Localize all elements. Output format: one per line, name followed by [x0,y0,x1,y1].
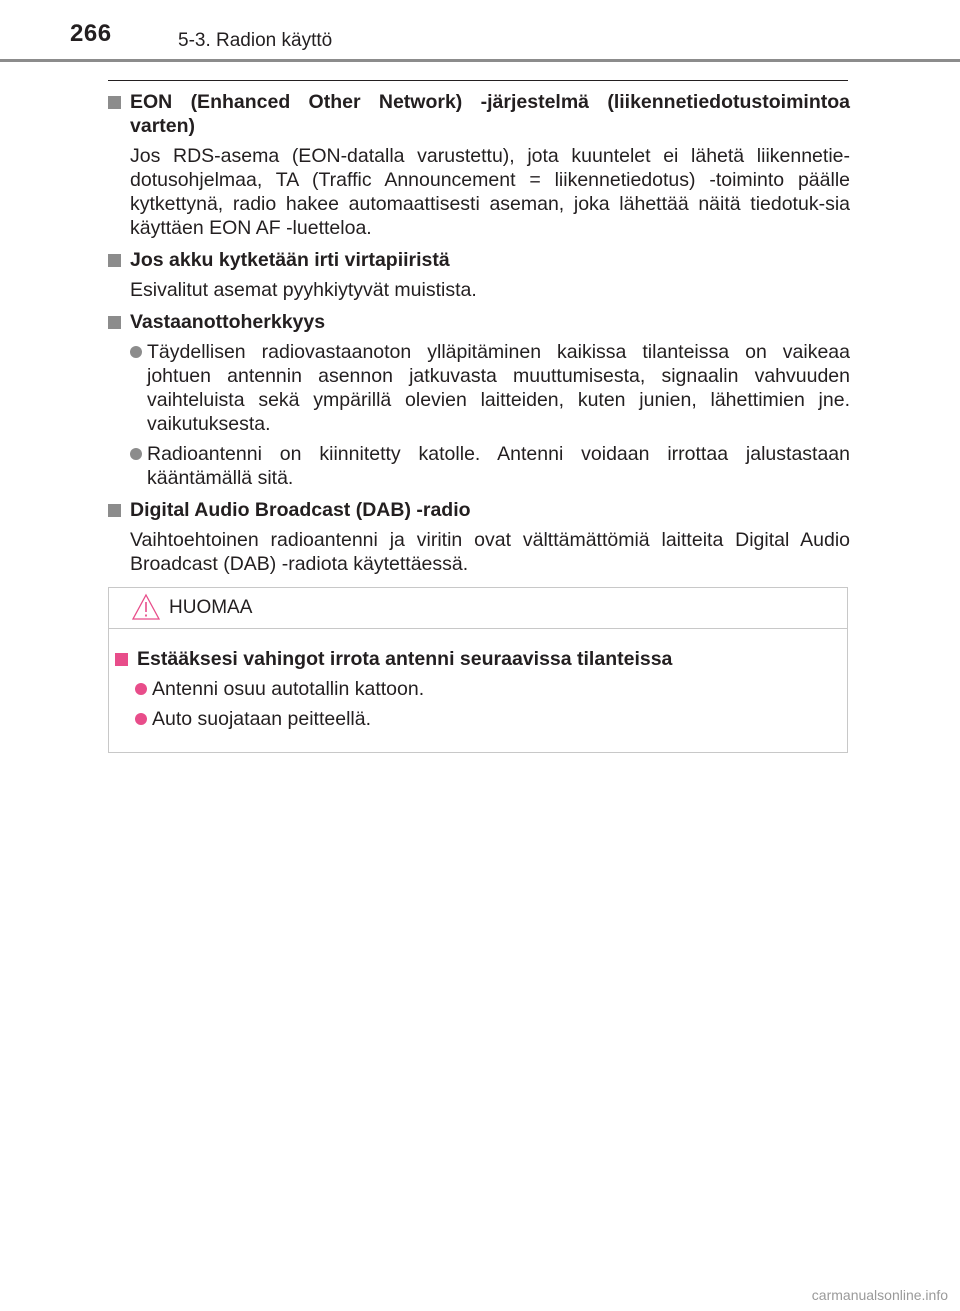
section-text: Vaihtoehtoinen radioantenni ja viritin ovat välttämättömiä laitteita Digital Audio Broadcast (DAB) -radiota käytettäessä. [130,529,850,575]
section-text: Jos RDS-asema (EON-datalla varustettu), jota kuuntelet ei lähetä liikennetie-dotusohjelmaa, TA (Traffic Announcement = liikennetiedotus) -toiminto päälle kytkettynä, radio hakee automaattisesti aseman, joka lähettää näitä tiedotuk-sia käyttäen EON AF -luetteloa. [130,145,850,239]
circle-bullet-icon [130,448,142,460]
notice-header [109,588,847,629]
square-bullet-icon [115,653,128,666]
list-item: Antenni osuu autotallin kattoon. [135,677,847,701]
circle-bullet-icon [130,346,142,358]
section-title: 5-3. Radion käyttö [178,30,333,51]
notice-label: HUOMAA [169,597,253,618]
content [108,90,850,584]
page-header [0,0,960,62]
section-heading: Vastaanottoherkkyys [130,311,326,333]
section-battery [108,248,850,302]
section-heading: Digital Audio Broadcast (DAB) -radio [130,499,471,521]
square-bullet-icon [108,96,121,109]
section-text: Esivalitut asemat pyyhkiytyvät muistista. [130,279,477,301]
page-number: 266 [70,20,112,47]
list-item: Auto suojataan peitteellä. [135,707,847,731]
section-eon [108,90,850,240]
section-heading: EON (Enhanced Other Network) -järjestelmä (liikennetiedotustoimintoa varten) [130,91,850,137]
watermark: carmanualsonline.info [811,1287,948,1303]
notice-body [109,629,847,731]
list-item: Täydellisen radiovastaanoton ylläpitäminen kaikissa tilanteissa on vaikeaa johtuen antennin asennon jatkuvasta muuttumisesta, signaalin vahvuuden vaihteluista sekä ympärillä olevien laitteiden, kuten junien, lähettimien jne. vaikutuksesta. [130,340,850,436]
section-dab [108,498,850,576]
notice-box [108,587,848,753]
square-bullet-icon [108,316,121,329]
section-reception [108,310,850,490]
circle-bullet-icon [135,683,147,695]
section-heading: Jos akku kytketään irti virtapiiristä [130,249,450,271]
square-bullet-icon [108,504,121,517]
list-item: Radioantenni on kiinnitetty katolle. Antenni voidaan irrottaa jalustastaan kääntämällä sitä. [130,442,850,490]
notice-heading: Estääksesi vahingot irrota antenni seuraavissa tilanteissa [137,648,673,670]
top-rule [108,80,848,81]
circle-bullet-icon [135,713,147,725]
warning-triangle-icon [131,593,161,621]
square-bullet-icon [108,254,121,267]
